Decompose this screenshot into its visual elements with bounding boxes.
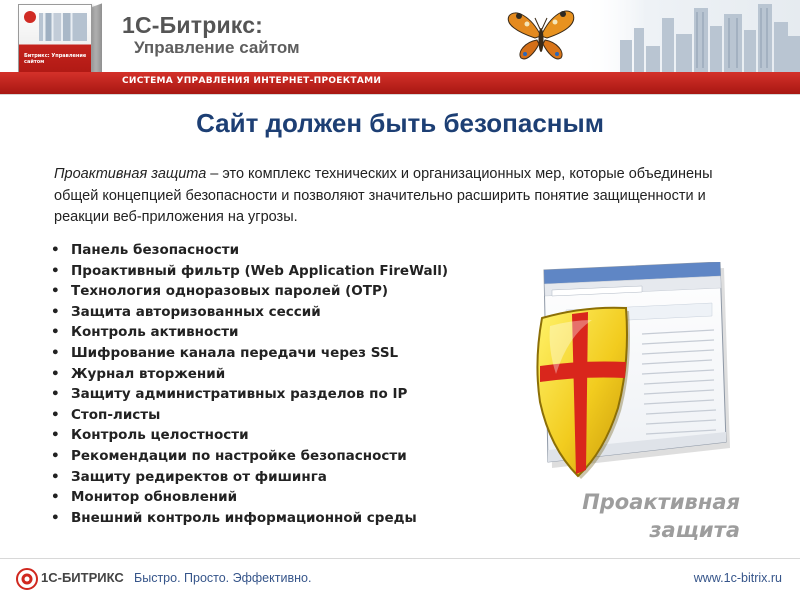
- list-item: • Стоп-листы: [51, 405, 491, 426]
- butterfly-icon: [505, 2, 577, 64]
- city-skyline-icon: [580, 0, 800, 72]
- illustration-caption: [540, 488, 740, 544]
- list-item: • Монитор обновлений: [51, 487, 491, 508]
- list-item: • Защиту редиректов от фишинга: [51, 467, 491, 488]
- header: [0, 0, 800, 95]
- footer-slogan: Быстро. Просто. Эффективно.: [134, 571, 312, 585]
- footer-brand: 1С-БИТРИКС: [41, 570, 124, 585]
- caption-line-1: Проактивная: [582, 490, 740, 514]
- list-item: • Рекомендации по настройке безопасности: [51, 446, 491, 467]
- bitrix-logo-icon: [16, 568, 38, 590]
- security-illustration: [522, 262, 734, 490]
- list-item: • Контроль целостности: [51, 425, 491, 446]
- list-item: • Проактивный фильтр (Web Application FireWall): [51, 261, 491, 282]
- footer-url[interactable]: www.1c-bitrix.ru: [693, 571, 782, 585]
- list-item: • Панель безопасности: [51, 240, 491, 261]
- list-item: • Внешний контроль информационной среды: [51, 508, 491, 529]
- intro-text: – это комплекс технических и организационных мер, которые объединены общей концепцией безопасности и позволяют значительно расширить понятие защищенности и реакции веб-приложения на угрозы.: [54, 166, 713, 225]
- product-name: 1С-Битрикс:: [122, 12, 264, 38]
- product-subtitle: Управление сайтом: [134, 38, 300, 57]
- list-item: • Технология одноразовых паролей (OTP): [51, 281, 491, 302]
- product-box-label: Битрикс: Управление сайтом: [24, 53, 87, 65]
- list-item: • Контроль активности: [51, 322, 491, 343]
- list-item: • Защиту административных разделов по IP: [51, 384, 491, 405]
- header-band: [0, 72, 800, 94]
- caption-line-2: защита: [649, 518, 740, 542]
- feature-list: [51, 240, 491, 528]
- header-tagline: СИСТЕМА УПРАВЛЕНИЯ ИНТЕРНЕТ-ПРОЕКТАМИ: [122, 76, 382, 86]
- footer: [0, 559, 800, 600]
- slide-title: Сайт должен быть безопасным: [196, 108, 604, 138]
- list-item: • Защита авторизованных сессий: [51, 302, 491, 323]
- intro-paragraph: [54, 164, 754, 229]
- list-item: • Журнал вторжений: [51, 364, 491, 385]
- list-item: • Шифрование канала передачи через SSL: [51, 343, 491, 364]
- intro-term: Проактивная защита: [54, 166, 207, 182]
